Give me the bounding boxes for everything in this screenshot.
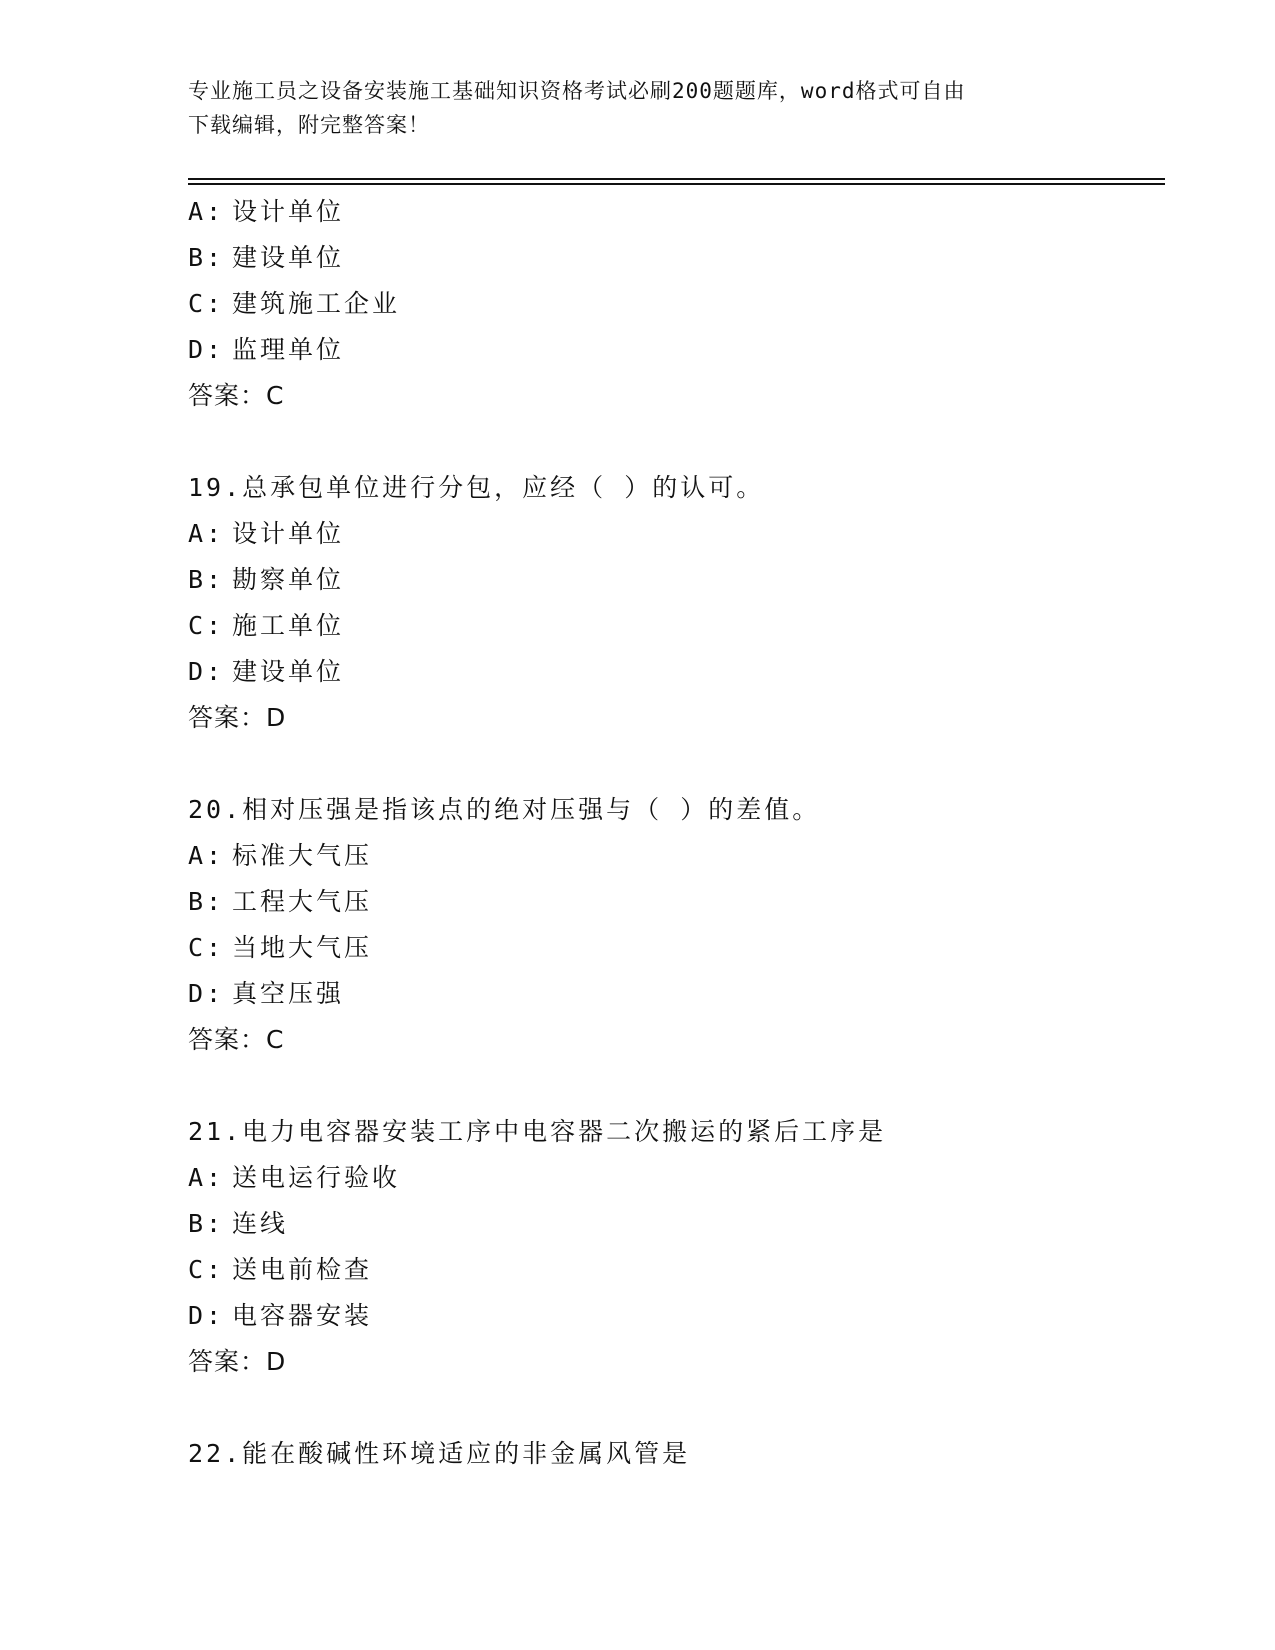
option-label: B:	[188, 565, 225, 594]
document-header	[188, 74, 1088, 142]
option-label: C:	[188, 611, 225, 640]
option-b	[188, 557, 1168, 603]
option-c	[188, 925, 1168, 971]
option-label: A:	[188, 1163, 225, 1192]
option-text: 建设单位	[232, 657, 345, 686]
question-text: 19.总承包单位进行分包，应经（ ）的认可。	[188, 473, 765, 502]
answer-line: 答案：C	[188, 381, 285, 410]
option-c	[188, 1247, 1168, 1293]
header-divider-top	[188, 178, 1165, 180]
question-list	[188, 189, 1168, 1477]
option-a	[188, 189, 1168, 235]
option-text: 勘察单位	[232, 565, 345, 594]
option-label: B:	[188, 243, 225, 272]
option-text: 施工单位	[232, 611, 345, 640]
option-a	[188, 511, 1168, 557]
option-d	[188, 327, 1168, 373]
option-label: D:	[188, 1301, 225, 1330]
answer-line: 答案：C	[188, 1025, 285, 1054]
question-block	[188, 1109, 1168, 1385]
question-block	[188, 1431, 1168, 1477]
option-label: C:	[188, 289, 225, 318]
option-label: A:	[188, 519, 225, 548]
option-text: 工程大气压	[232, 887, 373, 916]
option-text: 建设单位	[232, 243, 345, 272]
option-text: 送电运行验收	[232, 1163, 401, 1192]
block-spacer	[188, 741, 1168, 787]
option-b	[188, 879, 1168, 925]
option-text: 设计单位	[232, 519, 345, 548]
option-text: 送电前检查	[232, 1255, 373, 1284]
question-text: 22.能在酸碱性环境适应的非金属风管是	[188, 1439, 691, 1468]
question-block	[188, 465, 1168, 741]
option-label: D:	[188, 657, 225, 686]
question-block	[188, 189, 1168, 419]
block-spacer	[188, 1063, 1168, 1109]
block-spacer	[188, 1385, 1168, 1431]
header-line-1: 专业施工员之设备安装施工基础知识资格考试必刷200题题库，word格式可自由	[188, 79, 966, 103]
option-label: A:	[188, 841, 225, 870]
answer-line: 答案：D	[188, 703, 287, 732]
question-text: 20.相对压强是指该点的绝对压强与（ ）的差值。	[188, 795, 821, 824]
option-text: 建筑施工企业	[232, 289, 401, 318]
option-d	[188, 1293, 1168, 1339]
option-text: 设计单位	[232, 197, 345, 226]
option-text: 连线	[232, 1209, 289, 1238]
option-label: C:	[188, 933, 225, 962]
question-text: 21.电力电容器安装工序中电容器二次搬运的紧后工序是	[188, 1117, 887, 1146]
option-text: 电容器安装	[232, 1301, 373, 1330]
header-line-2: 下载编辑，附完整答案！	[188, 113, 430, 137]
option-a	[188, 833, 1168, 879]
option-text: 当地大气压	[232, 933, 373, 962]
option-c	[188, 603, 1168, 649]
option-label: B:	[188, 1209, 225, 1238]
option-label: C:	[188, 1255, 225, 1284]
option-d	[188, 649, 1168, 695]
header-divider-bottom	[188, 183, 1165, 185]
question-block	[188, 787, 1168, 1063]
option-text: 监理单位	[232, 335, 345, 364]
option-label: B:	[188, 887, 225, 916]
option-c	[188, 281, 1168, 327]
option-label: A:	[188, 197, 225, 226]
option-a	[188, 1155, 1168, 1201]
option-text: 标准大气压	[232, 841, 373, 870]
option-label: D:	[188, 979, 225, 1008]
option-label: D:	[188, 335, 225, 364]
option-d	[188, 971, 1168, 1017]
option-text: 真空压强	[232, 979, 345, 1008]
option-b	[188, 1201, 1168, 1247]
option-b	[188, 235, 1168, 281]
block-spacer	[188, 419, 1168, 465]
answer-line: 答案：D	[188, 1347, 287, 1376]
